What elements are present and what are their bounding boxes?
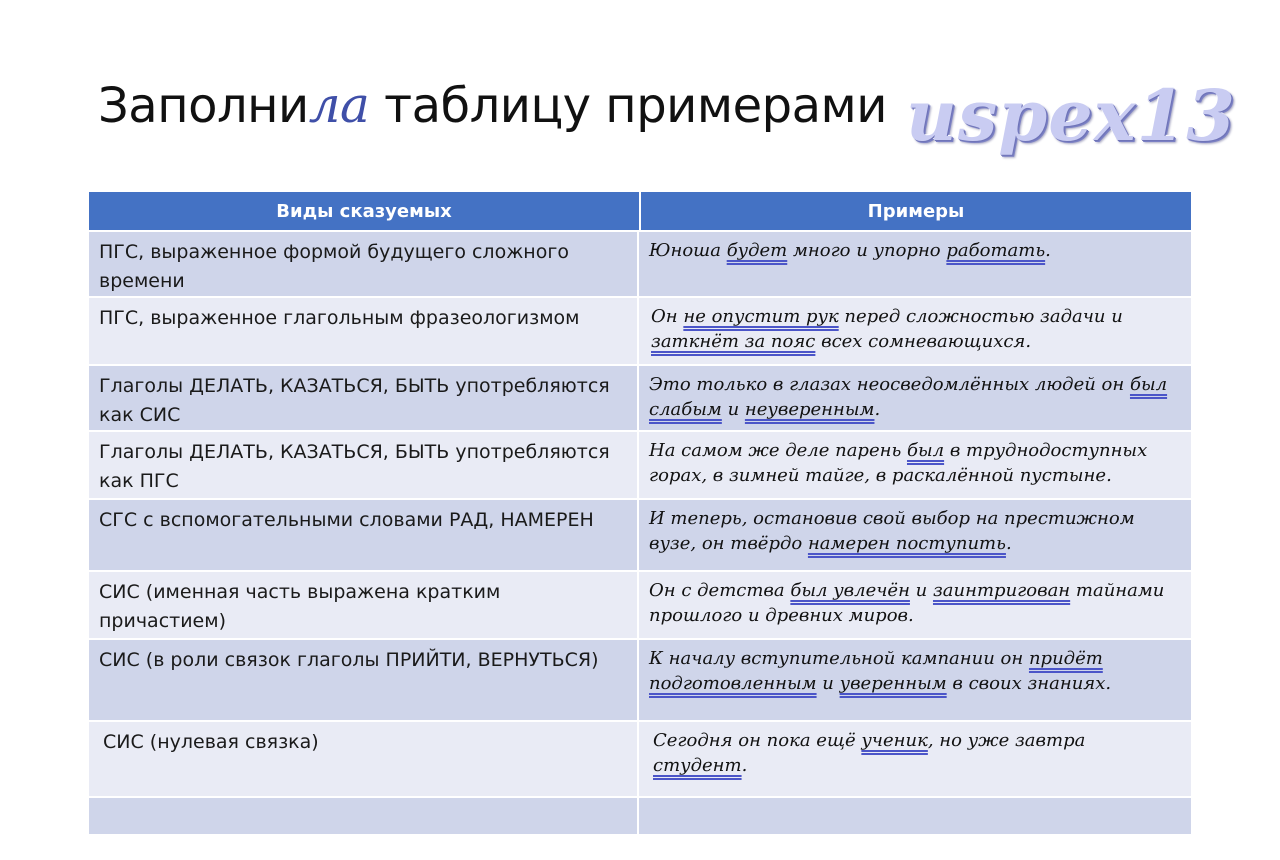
predicate-underlined: ученик xyxy=(861,730,928,751)
table-row xyxy=(89,430,1191,498)
predicate-underlined: намерен поступить xyxy=(807,533,1006,554)
predicate-underlined: студент xyxy=(653,755,742,776)
type-cell: СИС (именная часть выражена кратким причастием) xyxy=(89,572,639,638)
type-cell: СИС (нулевая связка) xyxy=(89,722,639,796)
example-text: и xyxy=(909,580,933,601)
predicate-underlined: был увлечён xyxy=(790,580,910,601)
example-text: Юноша xyxy=(649,240,727,261)
table-row xyxy=(89,296,1191,364)
example-cell xyxy=(639,572,1191,638)
example-text: и xyxy=(721,399,745,420)
example-text: . xyxy=(1045,240,1051,261)
table-header xyxy=(89,192,1191,230)
type-cell: Глаголы ДЕЛАТЬ, КАЗАТЬСЯ, БЫТЬ употребляются как СИС xyxy=(89,366,639,430)
example-text: К началу вступительной кампании он xyxy=(649,648,1029,669)
example-text: много и упорно xyxy=(787,240,947,261)
type-cell: СГС с вспомогательными словами РАД, НАМЕРЕН xyxy=(89,500,639,570)
table-row xyxy=(89,638,1191,720)
example-text: Он с детства xyxy=(649,580,791,601)
example-text: И теперь, остановив свой выбор на престижном вузе, он твёрдо xyxy=(649,508,1135,554)
example-text: Это только в глазах неосведомлённых людей он xyxy=(649,374,1130,395)
type-cell: Глаголы ДЕЛАТЬ, КАЗАТЬСЯ, БЫТЬ употребляются как ПГС xyxy=(89,432,639,498)
type-cell: СИС (в роли связок глаголы ПРИЙТИ, ВЕРНУТЬСЯ) xyxy=(89,640,639,720)
example-text: Сегодня он пока ещё xyxy=(653,730,862,751)
example-cell xyxy=(639,432,1191,498)
predicate-underlined: был слабым xyxy=(649,374,1168,420)
example-cell xyxy=(639,500,1191,570)
predicate-underlined: неуверенным xyxy=(744,399,875,420)
predicate-underlined: уверенным xyxy=(839,673,947,694)
example-text: . xyxy=(1005,533,1012,554)
predicate-underlined: заинтригован xyxy=(932,580,1071,601)
example-cell xyxy=(639,798,1191,834)
example-text: в труднодоступных горах, в зимней тайге, в раскалённой пустыне. xyxy=(649,440,1148,486)
table-row xyxy=(89,498,1191,570)
example-text: и xyxy=(816,673,840,694)
table-row xyxy=(89,230,1191,296)
title-part-2: таблицу примерами xyxy=(369,78,887,134)
header-types: Виды сказуемых xyxy=(89,192,641,230)
example-cell xyxy=(639,232,1191,296)
predicate-underlined: не опустит рук xyxy=(683,306,839,327)
predicate-underlined: заткнёт за пояс xyxy=(651,331,816,352)
table-row xyxy=(89,720,1191,796)
header-examples: Примеры xyxy=(867,200,965,222)
predicates-table xyxy=(89,192,1191,834)
example-text: . xyxy=(874,399,881,420)
predicate-underlined: придёт подготовленным xyxy=(649,648,1103,694)
example-cell xyxy=(639,722,1191,796)
type-cell: ПГС, выраженное формой будущего сложного времени xyxy=(89,232,639,296)
example-text: , но уже завтра xyxy=(927,730,1086,751)
predicate-underlined: работать xyxy=(946,240,1046,261)
example-text: в своих знаниях. xyxy=(946,673,1112,694)
type-cell: ПГС, выраженное глагольным фразеологизмом xyxy=(89,298,639,364)
table-row xyxy=(89,570,1191,638)
example-cell xyxy=(639,366,1191,430)
table-row xyxy=(89,364,1191,430)
example-text: тайнами прошлого и древних миров. xyxy=(649,580,1165,626)
example-cell xyxy=(639,640,1191,720)
example-cell xyxy=(639,298,1191,364)
title-handwritten-insert: ла xyxy=(308,76,370,134)
table-row xyxy=(89,796,1191,834)
type-cell xyxy=(89,798,639,834)
predicate-underlined: будет xyxy=(726,240,788,261)
example-text: На самом же деле парень xyxy=(649,440,907,461)
slide-title xyxy=(98,76,887,134)
example-text: . xyxy=(741,755,748,776)
example-text: всех сомневающихся. xyxy=(815,331,1032,352)
predicate-underlined: был xyxy=(906,440,945,461)
title-part-1: Заполни xyxy=(98,78,309,134)
watermark-logo: uspex13 xyxy=(906,74,1236,157)
example-text: перед сложностью задачи и xyxy=(838,306,1123,327)
example-text: Он xyxy=(651,306,684,327)
